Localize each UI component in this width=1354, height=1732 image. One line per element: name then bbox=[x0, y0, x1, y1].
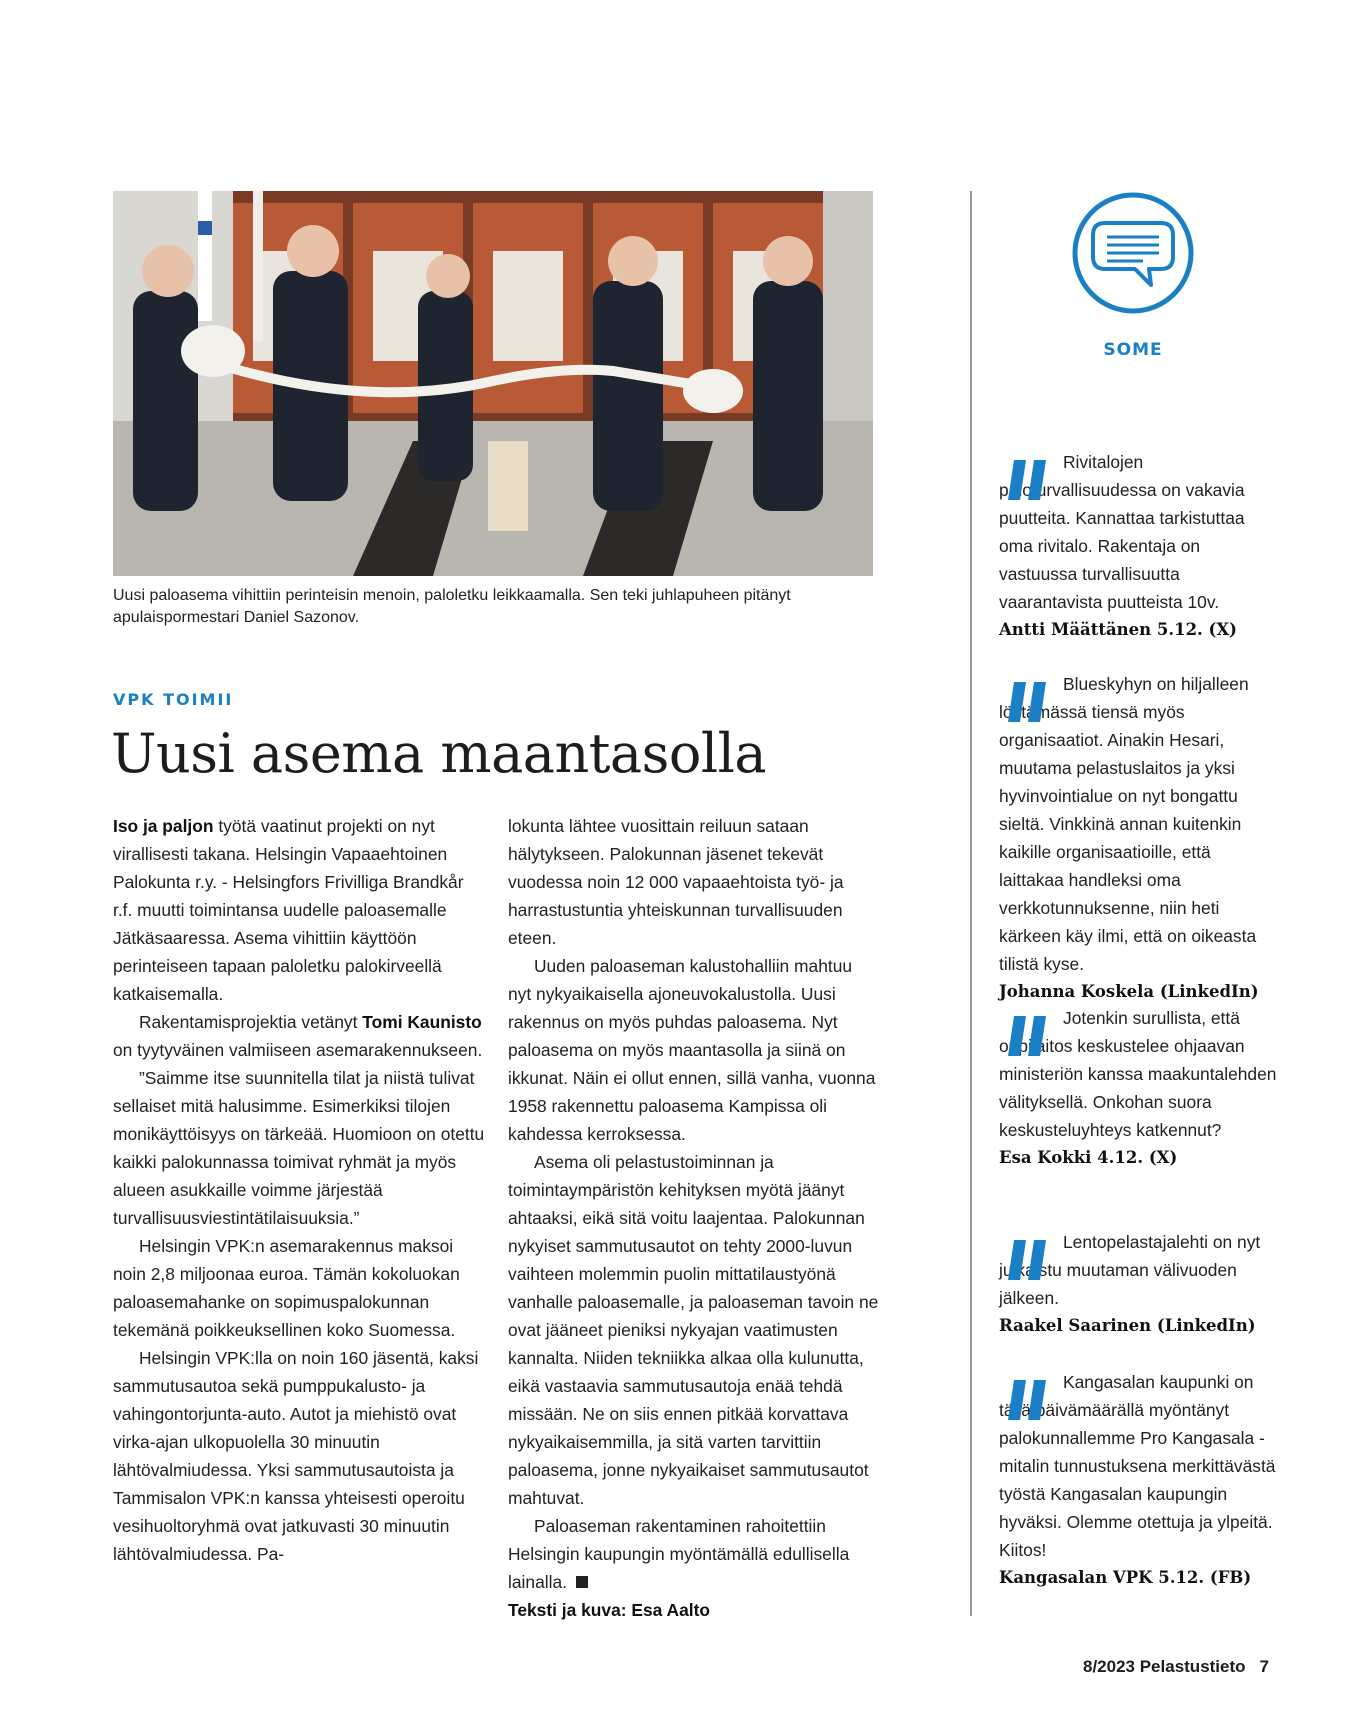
quote-author: Raakel Saarinen (LinkedIn) bbox=[999, 1316, 1256, 1335]
paragraph: lokunta lähtee vuosittain reiluun sataan hälytykseen. Palokunnan jäsenet tekevät vuodessa noin 12 000 vapaaehtoista työ- ja harrastustuntia yhteiskunnan turvallisuuden eteen. bbox=[508, 816, 844, 948]
quote-author: Johanna Koskela (LinkedIn) bbox=[999, 982, 1259, 1001]
paragraph: Helsingin VPK:n asemarakennus maksoi noin 2,8 miljoonaa euroa. Tämän kokoluokan paloasemahanke on sopimuspalokunnan tekemänä poikkeuksellinen koko Suomessa. bbox=[113, 1236, 460, 1340]
quote-mark-icon bbox=[1002, 678, 1052, 722]
paragraph: Uuden paloaseman kalustohalliin mahtuu nyt nykyaikaisella ajoneuvokalustolla. Uusi rakennus on myös puhdas paloasema. Nyt paloasema on myös maantasolla ja siinä on ikkunat. Näin ei ollut ennen, sillä vanha, vuonna 1958 rakennettu paloasema Kampissa oli kahdessa kerroksessa. bbox=[508, 956, 876, 1144]
photo-caption: Uusi paloasema vihittiin perinteisin menoin, paloletku leikkaamalla. Sen teki juhlapuheen pitänyt apulaispormestari Daniel Sazonov. bbox=[113, 587, 791, 626]
quote-mark-icon bbox=[1002, 456, 1052, 500]
article-kicker: VPK TOIMII bbox=[113, 690, 234, 709]
social-quote: Blueskyhyn on hiljalleen löytämässä tiensä myös organisaatiot. Ainakin Hesari, muutama pelastuslaitos ja yksi hyvinvointialue on nyt bongattu sieltä. Vinkkinä annan kuitenkin kaikille organisaatioille, että laittakaa handleksi oma verkkotunnuksenne, niin heti kärkeen käy ilmi, että on oikeasta tilistä kyse. Johanna Koskela (LinkedIn) bbox=[999, 670, 1279, 1006]
article-column-left bbox=[113, 812, 485, 1568]
quote-mark-icon bbox=[1002, 1012, 1052, 1056]
paragraph: Paloaseman rakentaminen rahoitettiin Helsingin kaupungin myöntämällä edullisella lainalla. bbox=[508, 1516, 850, 1592]
lead-in: Iso ja paljon bbox=[113, 816, 214, 836]
social-quote: Kangasalan kaupunki on tällä päivämäärällä myöntänyt palokunnallemme Pro Kangasala -mitalin tunnustuksena merkittävästä työstä Kangasalan kaupungin hyväksi. Olemme otettuja ja ylpeitä. Kiitos! Kangasalan VPK 5.12. (FB) bbox=[999, 1368, 1279, 1592]
quote-author: Antti Määttänen 5.12. (X) bbox=[999, 620, 1237, 639]
paragraph: Asema oli pelastustoiminnan ja toimintaympäristön kehityksen myötä jäänyt ahtaaksi, eikä sitä voitu laajentaa. Palokunnan nykyiset sammutusautot on tehty 2000-luvun vaihteen molemmin puolin mittatilaustyönä vanhalle paloasemalle, ja paloaseman tavoin ne ovat jääneet pieniksi nykyajan vaatimusten kannalta. Niiden tekniikka alkaa olla kulunutta, eikä vastaavia sammutusautoja enää tehdä missään. Ne on siis ennen pitkää korvattava nykyaikaisemmilla, ja sitä varten tarvittiin paloasema, jonne nykyaikaiset sammutusautot mahtuvat. bbox=[508, 1152, 879, 1508]
column-divider bbox=[970, 191, 972, 1616]
quote-mark-icon bbox=[1002, 1236, 1052, 1280]
end-mark-icon bbox=[576, 1576, 588, 1588]
article-photo bbox=[113, 191, 873, 576]
person-name: Tomi Kaunisto bbox=[362, 1012, 482, 1032]
article-column-right bbox=[508, 812, 880, 1624]
social-quote: Lentopelastajalehti on nyt julkaistu muutaman välivuoden jälkeen. Raakel Saarinen (LinkedIn) bbox=[999, 1228, 1279, 1340]
social-quote: Jotenkin surullista, että oppilaitos keskustelee ohjaavan ministeriön kanssa maakuntalehden välityksellä. Onkohan suora keskusteluyhteys katkennut? Esa Kokki 4.12. (X) bbox=[999, 1004, 1279, 1172]
speech-bubble-icon bbox=[1071, 191, 1195, 315]
quote-author: Esa Kokki 4.12. (X) bbox=[999, 1148, 1178, 1167]
quote-mark-icon bbox=[1002, 1376, 1052, 1420]
quote-author: Kangasalan VPK 5.12. (FB) bbox=[999, 1568, 1252, 1587]
section-label: SOME bbox=[1103, 340, 1163, 360]
social-quote: Rivitalojen paloturvallisuudessa on vakavia puutteita. Kannattaa tarkistuttaa oma rivitalo. Rakentaja on vastuussa turvallisuutta vaarantavista puutteista 10v. Antti Määttänen 5.12. (X) bbox=[999, 448, 1279, 644]
issue-label: 8/2023 Pelastustieto bbox=[1083, 1657, 1246, 1676]
page-number: 7 bbox=[1259, 1657, 1269, 1676]
ribbon-cutting-photo bbox=[113, 191, 873, 576]
paragraph: Helsingin VPK:lla on noin 160 jäsentä, kaksi sammutusautoa sekä pumppukalusto- ja vahingontorjunta-auto. Autot ja miehistö ovat virka-ajan ulkopuolella 30 minuutin lähtövalmiudessa. Yksi sammutusautoista ja Tammisalon VPK:n kanssa yhteisesti operoitu vesihuoltoryhmä ovat jatkuvasti 30 minuutin lähtövalmiudessa. Pa- bbox=[113, 1348, 479, 1564]
page-footer bbox=[1083, 1657, 1269, 1677]
byline: Teksti ja kuva: Esa Aalto bbox=[508, 1600, 711, 1620]
paragraph: Rakentamisprojektia vetänyt Tomi Kaunisto on tyytyväinen valmiiseen asemarakennukseen. bbox=[113, 1012, 483, 1060]
article-headline: Uusi asema maantasolla bbox=[111, 722, 767, 785]
paragraph: ”Saimme itse suunnitella tilat ja niistä tulivat sellaiset mitä halusimme. Esimerkiksi tilojen monikäyttöisyys on tärkeää. Huomioon on otettu kaikki palokunnassa toimivat ryhmät ja myös alueen asukkaille voimme järjestää turvallisuusviestintätilaisuuksia.” bbox=[113, 1068, 485, 1228]
paragraph: Iso ja paljon työtä vaatinut projekti on nyt virallisesti takana. Helsingin Vapaaehtoinen Palokunta r.y. - Helsingfors Frivilliga Brandkår r.f. muutti toimintansa uudelle paloasemalle Jätkäsaaressa. Asema vihittiin käyttöön perinteiseen tapaan paloletku palokirveellä katkaisemalla. bbox=[113, 816, 464, 1004]
